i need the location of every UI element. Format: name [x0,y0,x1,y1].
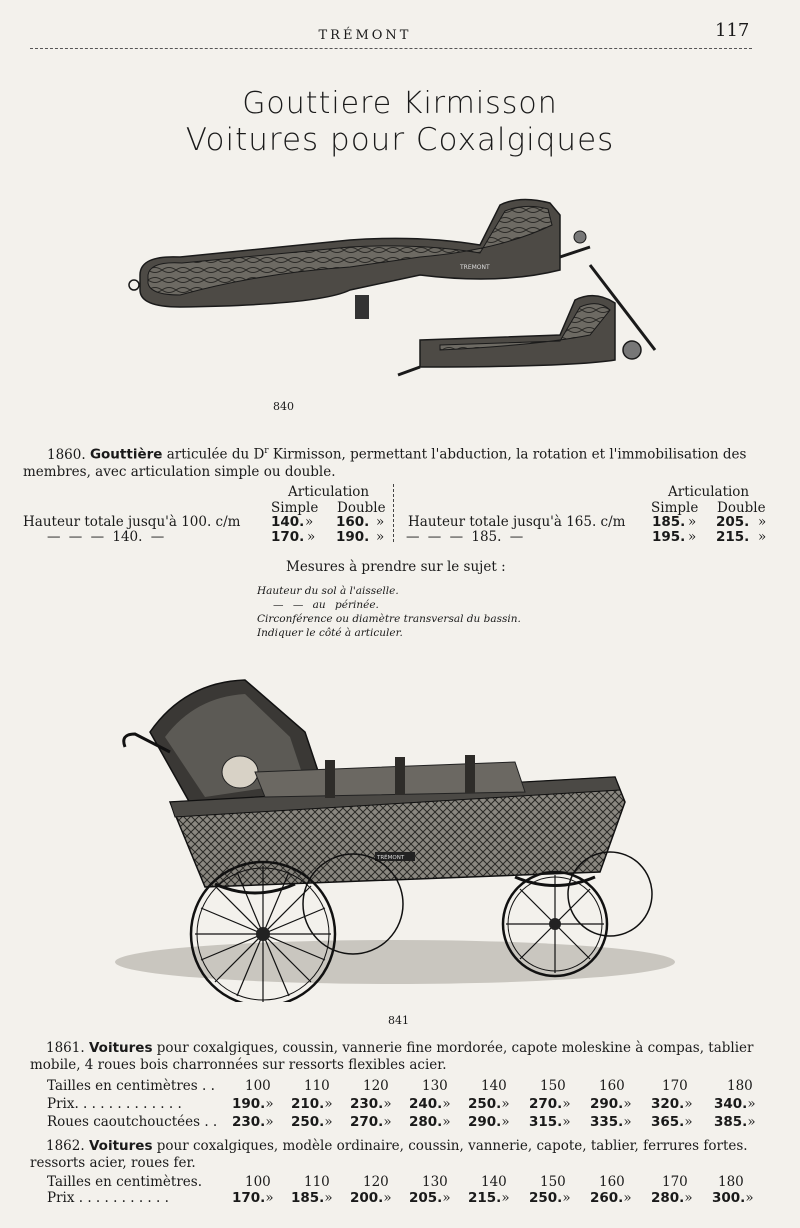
measure-4: Indiquer le côté à articuler. [257,627,403,639]
item-1861-desc-line2: mobile, 4 roues bois charronnées sur ressorts flexibles acier. [30,1057,447,1073]
left-articulation-header: Articulation [288,484,370,500]
running-header: TRÉMONT [318,28,412,43]
unit-mark: » [623,1096,632,1112]
unit-mark: » [324,1096,333,1112]
price-cell: 185. » [291,1190,333,1206]
size-cell: 140 [481,1174,507,1190]
item-1862-description [30,1138,775,1172]
price-cell: 260. » [590,1190,632,1206]
right-row1-simple: 185. [652,514,686,530]
carriage-brand: TRÉMONT [377,855,405,861]
rubber-cell: 365. » [651,1114,693,1130]
right-col-double: Double [717,500,766,516]
price-cell: 200. » [350,1190,392,1206]
price-cell: 250. » [529,1190,571,1206]
unit-mark: » [383,1096,392,1112]
size-cell: 150 [540,1078,566,1094]
item-1862-desc-a: pour coxalgiques, modèle ordinaire, coussin, vannerie, capote, tablier, ferrures fortes. [152,1138,748,1154]
page-title-line1: Gouttiere Kirmisson [242,86,558,121]
left-row1-double: 160. [336,514,370,530]
size-cell: 170 [662,1174,688,1190]
unit-mark: » [501,1096,510,1112]
unit-mark: » [747,1114,756,1130]
item-1861-description [30,1040,775,1074]
size-cell: 170 [662,1078,688,1094]
left-row1-double-mark: » [376,514,385,530]
left-row1-label: Hauteur totale jusqu'à 100. c/m [23,514,241,530]
item-1860-number: 1860. [47,446,86,463]
measures-title: Mesures à prendre sur le sujet : [286,559,506,575]
item-1860-desc-a: articulée du D [166,446,265,463]
item-1861-desc-a: pour coxalgiques, coussin, vannerie fine mordorée, capote moleskine à compas, tablier [152,1040,754,1056]
size-cell: 160 [599,1174,625,1190]
item-1861-sizes-label: Tailles en centimètres . . [47,1078,215,1094]
unit-mark: » [265,1190,274,1206]
unit-mark: » [442,1114,451,1130]
size-cell: 160 [599,1078,625,1094]
item-1860-sup: r [264,446,269,456]
rubber-cell: 315. » [529,1114,571,1130]
item-1861-name: Voitures [88,1040,153,1056]
splint-illustration [120,195,680,390]
rubber-cell: 385. » [714,1114,756,1130]
right-row2-simple-mark: » [688,529,697,545]
unit-mark: » [501,1190,510,1206]
unit-mark: » [745,1190,754,1206]
size-cell: 130 [422,1078,448,1094]
item-1862-price-label: Prix . . . . . . . . . . . [47,1190,169,1206]
item-1861-price-label: Prix. . . . . . . . . . . . . [47,1096,182,1112]
right-row2-double: 215. [716,529,750,545]
price-cell: 320. » [651,1096,693,1112]
unit-mark: » [747,1096,756,1112]
left-col-simple: Simple [271,500,319,516]
left-row2-simple-mark: » [307,529,316,545]
figure-label-841: 841 [388,1014,409,1027]
price-cell: 250. » [468,1096,510,1112]
rubber-cell: 280. » [409,1114,451,1130]
unit-mark: » [265,1096,274,1112]
splint-brand: TREMONT [460,264,490,271]
item-1861-number: 1861. [46,1040,85,1056]
size-cell: 180 [718,1174,744,1190]
price-cell: 215. » [468,1190,510,1206]
right-row1-double-mark: » [758,514,767,530]
rubber-cell: 270. » [350,1114,392,1130]
measure-3: Circonférence ou diamètre transversal du bassin. [257,613,521,625]
figure-label-840: 840 [273,400,294,413]
item-1860-desc-b: Kirmisson, permettant l'abduction, la rotation et l'immobilisation des [268,446,747,463]
right-row2-double-mark: » [758,529,767,545]
size-cell: 130 [422,1174,448,1190]
rubber-cell: 335. » [590,1114,632,1130]
rubber-cell: 230. » [232,1114,274,1130]
right-col-simple: Simple [651,500,699,516]
left-row2-double-mark: » [376,529,385,545]
unit-mark: » [265,1114,274,1130]
price-cell: 290. » [590,1096,632,1112]
size-cell: 110 [304,1078,330,1094]
unit-mark: » [324,1114,333,1130]
page-number: 117 [715,20,750,41]
price-cell: 205. » [409,1190,451,1206]
unit-mark: » [623,1114,632,1130]
size-cell: 100 [245,1078,271,1094]
unit-mark: » [684,1190,693,1206]
size-cell: 110 [304,1174,330,1190]
unit-mark: » [623,1190,632,1206]
item-1860-name: Gouttière [89,446,163,463]
unit-mark: » [684,1114,693,1130]
table-divider [393,484,398,542]
left-row1-simple-mark: » [305,514,314,530]
measure-1: Hauteur du sol à l'aisselle. [257,585,399,597]
rubber-cell: 290. » [468,1114,510,1130]
page-title-line2: Voitures pour Coxalgiques [185,122,615,158]
size-cell: 120 [363,1078,389,1094]
size-cell: 150 [540,1174,566,1190]
price-cell: 300. » [712,1190,754,1206]
unit-mark: » [501,1114,510,1130]
unit-mark: » [442,1096,451,1112]
size-cell: 100 [245,1174,271,1190]
price-cell: 190. » [232,1096,274,1112]
item-1862-name: Voitures [88,1138,153,1154]
left-row2-double: 190. [336,529,370,545]
price-cell: 210. » [291,1096,333,1112]
right-row2-label: — — — 185. — [406,529,524,545]
price-cell: 230. » [350,1096,392,1112]
item-1862-desc-line2: ressorts acier, roues fer. [30,1155,196,1171]
item-1860-desc-line2: membres, avec articulation simple ou double. [23,463,336,480]
unit-mark: » [562,1190,571,1206]
price-cell: 270. » [529,1096,571,1112]
unit-mark: » [442,1190,451,1206]
right-row1-simple-mark: » [688,514,697,530]
unit-mark: » [383,1190,392,1206]
right-articulation-header: Articulation [668,484,750,500]
unit-mark: » [562,1096,571,1112]
price-cell: 280. » [651,1190,693,1206]
price-cell: 240. » [409,1096,451,1112]
unit-mark: » [383,1114,392,1130]
item-1860-description [23,443,768,481]
rubber-cell: 250. » [291,1114,333,1130]
unit-mark: » [324,1190,333,1206]
carriage-illustration [95,672,675,1002]
measure-2: — — au périnée. [273,599,379,611]
header-rule [30,48,752,49]
size-cell: 120 [363,1174,389,1190]
right-row1-label: Hauteur totale jusqu'à 165. c/m [408,514,626,530]
unit-mark: » [684,1096,693,1112]
right-row2-simple: 195. [652,529,686,545]
price-cell: 340. » [714,1096,756,1112]
size-cell: 180 [727,1078,753,1094]
size-cell: 140 [481,1078,507,1094]
item-1861-rubber-label: Roues caoutchouctées . . [47,1114,218,1130]
unit-mark: » [562,1114,571,1130]
price-cell: 170. » [232,1190,274,1206]
left-col-double: Double [337,500,386,516]
item-1862-sizes-label: Tailles en centimètres. [47,1174,203,1190]
item-1862-number: 1862. [46,1138,85,1154]
left-row2-label: — — — 140. — [47,529,165,545]
left-row2-simple: 170. [271,529,305,545]
left-row1-simple: 140. [271,514,305,530]
right-row1-double: 205. [716,514,750,530]
